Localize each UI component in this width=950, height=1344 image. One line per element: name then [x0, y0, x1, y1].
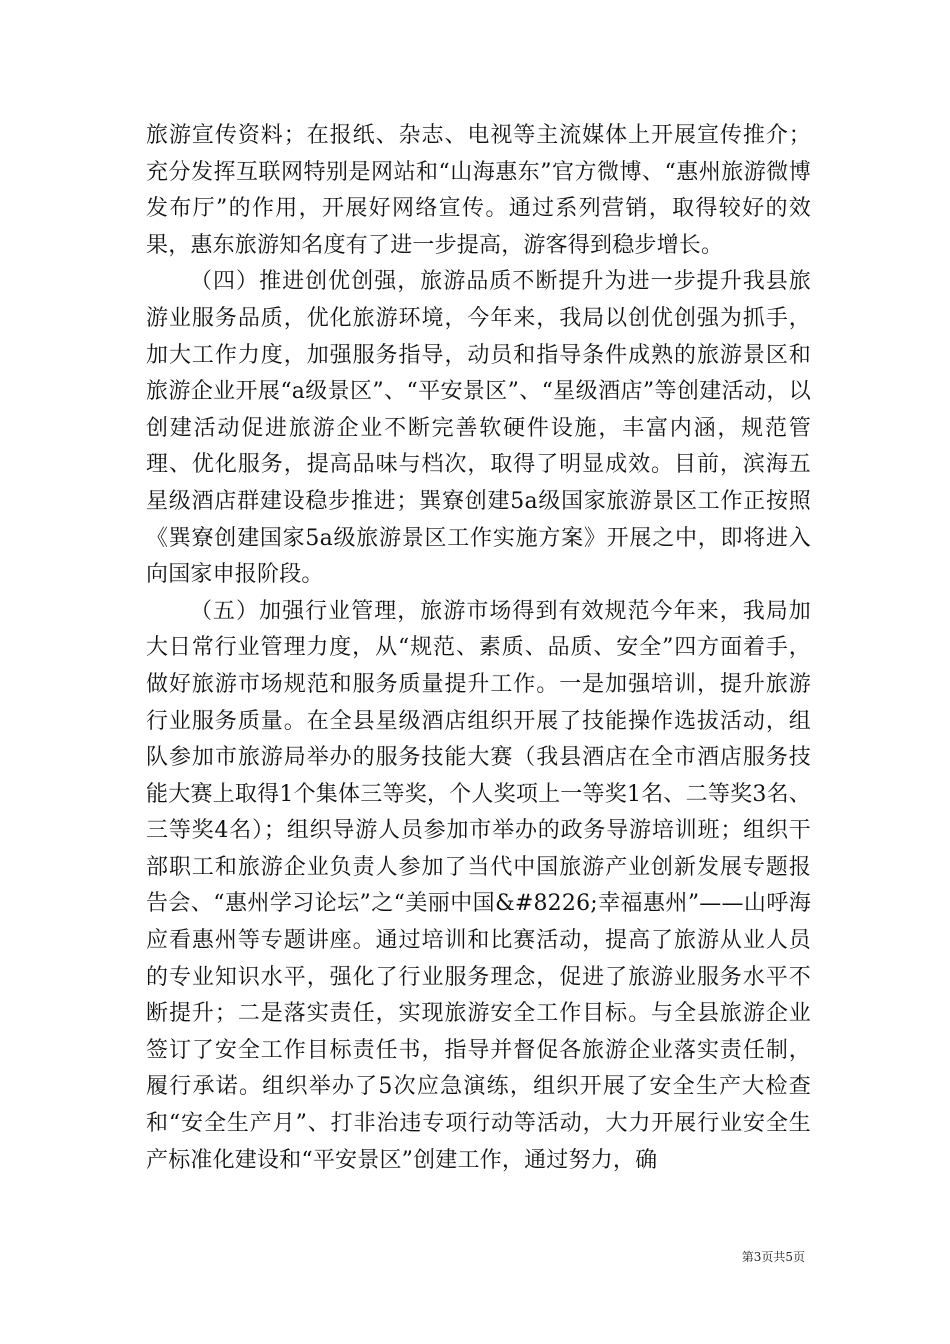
body-paragraph-2: （四）推进创优创强，旅游品质不断提升为进一步提升我县旅游业服务品质，优化旅游环境，今年来，我局以创优创强为抓手，加大工作力度，加强服务指导，动员和指导条件成熟的旅游景区和旅游企业开展“a级景区”、“平安景区”、“星级酒店”等创建活动，以创建活动促进旅游企业不断完善软硬件设施，丰富内涵，规范管理、优化服务，提高品味与档次，取得了明显成效。目前，滨海五星级酒店群建设稳步推进；巽寮创建5a级国家旅游景区工作正按照《巽寮创建国家5a级旅游景区工作实施方案》开展之中，即将进入向国家申报阶段。: [146, 269, 811, 588]
body-paragraph-3: （五）加强行业管理，旅游市场得到有效规范今年来，我局加大日常行业管理力度，从“规范、素质、品质、安全”四方面着手，做好旅游市场规范和服务质量提升工作。一是加强培训，提升旅游行业服务质量。在全县星级酒店组织开展了技能操作选拔活动，组队参加市旅游局举办的服务技能大赛（我县酒店在全市酒店服务技能大赛上取得1个集体三等奖，个人奖项上一等奖1名、二等奖3名、三等奖4名）；组织导游人员参加市举办的政务导游培训班；组织干部职工和旅游企业负责人参加了当代中国旅游产业创新发展专题报告会、“惠州学习论坛”之“美丽中国&#8226;幸福惠州”——山呼海应看惠州等专题讲座。通过培训和比赛活动，提高了旅游从业人员的专业知识水平，强化了行业服务理念，促进了旅游业服务水平不断提升；二是落实责任，实现旅游安全工作目标。与全县旅游企业签订了安全工作目标责任书，指导并督促各旅游企业落实责任制，履行承诺。组织举办了5次应急演练，组织开展了安全生产大检查和“安全生产月”、打非治违专项行动等活动，大力开展行业安全生产标准化建设和“平安景区”创建工作，通过努力，确: [146, 598, 811, 1173]
body-paragraph-1: 旅游宣传资料；在报纸、杂志、电视等主流媒体上开展宣传推介；充分发挥互联网特别是网站和“山海惠东”官方微博、“惠州旅游微博发布厅”的作用，开展好网络宣传。通过系列营销，取得较好的效果，惠东旅游知名度有了进一步提高，游客得到稳步增长。: [146, 123, 811, 258]
document-body: [146, 118, 811, 1179]
page-number-footer: 第3页共5页: [741, 1250, 805, 1264]
